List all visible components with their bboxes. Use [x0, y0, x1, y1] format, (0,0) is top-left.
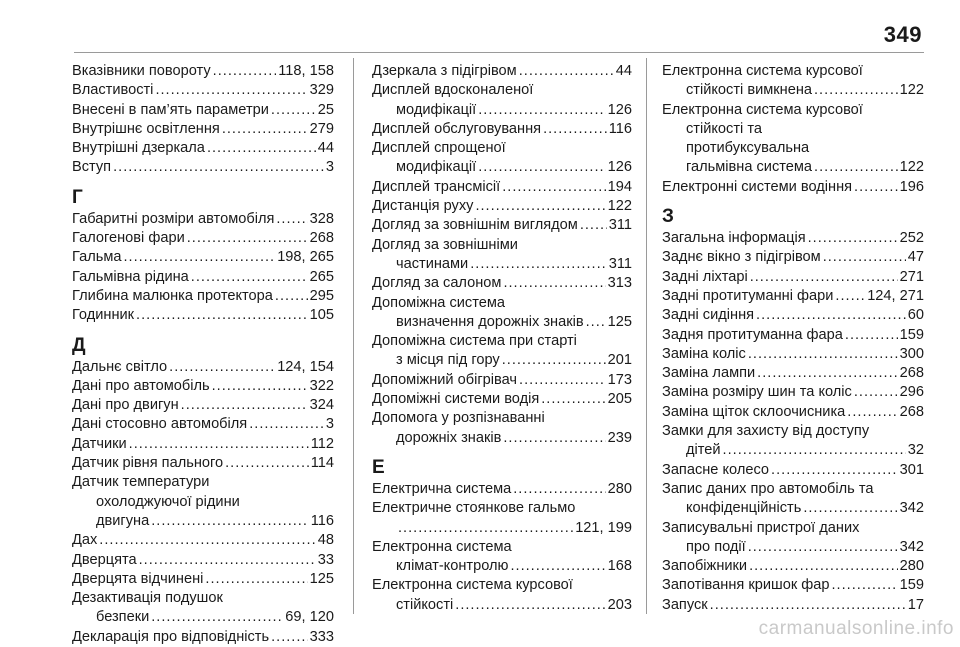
index-entry: Дах ..... 48	[72, 531, 334, 550]
index-entry: Габаритні розміри автомобіля ..... 328	[72, 210, 334, 229]
index-entry: Властивості ..... 329	[72, 81, 334, 100]
index-entry-line: Допоміжна система при старті	[372, 333, 577, 350]
index-entry: Вказівники повороту ..... 118, 158	[72, 62, 334, 81]
index-entry-line: протибуксувальна	[686, 140, 810, 157]
index-entry: Гальма ..... 198, 265	[72, 248, 334, 267]
index-column-1	[72, 62, 334, 647]
index-entry-line: охолоджуючої рідини	[96, 493, 240, 510]
index-entry: Дзеркала з підігрівом ..... 44	[372, 62, 632, 81]
index-entry: Заміна розміру шин та коліс ..... 296	[662, 383, 924, 402]
index-entry: Дверцята ..... 33	[72, 551, 334, 570]
index-entry: Догляд за зовнішнім виглядом ..... 311	[372, 216, 632, 235]
index-entry: про події ..... 342	[662, 538, 924, 557]
index-entry: конфіденційність ..... 342	[662, 499, 924, 518]
index-entry: Галогенові фари ..... 268	[72, 229, 334, 248]
index-entry: Допоміжний обігрівач ..... 173	[372, 371, 632, 390]
index-entry: Догляд за салоном ..... 313	[372, 274, 632, 293]
index-entry: Дисплей обслуговування ..... 116	[372, 120, 632, 139]
index-entry-line: Електронна система курсової	[662, 63, 863, 79]
index-entry: двигуна ..... 116	[72, 512, 334, 531]
index-entry: Дистанція руху ..... 122	[372, 197, 632, 216]
index-entry: Електронні системи водіння ..... 196	[662, 178, 924, 197]
index-entry: Запобіжники ..... 280	[662, 557, 924, 576]
watermark: carmanualsonline.info	[758, 618, 954, 639]
section-letter: З	[662, 206, 674, 228]
index-entry: Заміна лампи ..... 268	[662, 364, 924, 383]
section-letter: Д	[72, 334, 86, 356]
index-entry-line: Електронна система курсової	[372, 577, 573, 594]
index-entry: Запуск ..... 17	[662, 596, 924, 615]
index-entry: Гальмівна рідина ..... 265	[72, 268, 334, 287]
index-entry: ..... 121, 199	[372, 519, 632, 538]
index-entry: Заміна коліс ..... 300	[662, 345, 924, 364]
index-entry: Запотівання кришок фар ..... 159	[662, 576, 924, 595]
index-entry-line: Догляд за зовнішніми	[372, 236, 518, 253]
index-entry: модифікації ..... 126	[372, 101, 632, 120]
index-entry-line: стійкості та	[686, 120, 762, 137]
index-entry: визначення дорожніх знаків ..... 125	[372, 313, 632, 332]
section-letter: Г	[72, 186, 83, 208]
index-entry: Заміна щіток склоочисника ..... 268	[662, 403, 924, 422]
index-entry-line: Датчик температури	[72, 474, 210, 491]
index-entry: Загальна інформація ..... 252	[662, 229, 924, 248]
top-rule	[74, 52, 924, 53]
index-entry: Декларація про відповідність ..... 333	[72, 628, 334, 647]
index-entry-line: Дисплей спрощеної	[372, 140, 506, 157]
index-entry: стійкості ..... 203	[372, 596, 632, 615]
index-entry: дорожніх знаків ..... 239	[372, 429, 632, 448]
index-entry: Внутрішнє освітлення ..... 279	[72, 120, 334, 139]
index-entry: Заднє вікно з підігрівом ..... 47	[662, 248, 924, 267]
index-entry: Датчик рівня пального ..... 114	[72, 454, 334, 473]
index-entry-line: Допоміжна система	[372, 294, 505, 311]
index-column-3	[662, 62, 924, 615]
index-entry: Допоміжні системи водія ..... 205	[372, 390, 632, 409]
index-column-2	[372, 62, 632, 615]
column-divider	[646, 58, 647, 614]
index-entry-line: Дезактивація подушок	[72, 590, 223, 607]
index-entry-line: Допомога у розпізнаванні	[372, 410, 545, 427]
index-entry: Дані про автомобіль ..... 322	[72, 377, 334, 396]
index-entry-line: Електронна система	[372, 538, 512, 555]
index-entry: Задні протитуманні фари ..... 124, 271	[662, 287, 924, 306]
index-entry: з місця під гору ..... 201	[372, 351, 632, 370]
index-entry: Електрична система ..... 280	[372, 480, 632, 499]
index-entry: частинами ..... 311	[372, 255, 632, 274]
index-entry: Запасне колесо ..... 301	[662, 461, 924, 480]
index-entry: Датчики ..... 112	[72, 435, 334, 454]
index-entry-line: Записувальні пристрої даних	[662, 519, 860, 536]
index-entry: дітей ..... 32	[662, 441, 924, 460]
page-number: 349	[883, 22, 922, 47]
index-entry: Внесені в пам’ять параметри ..... 25	[72, 101, 334, 120]
index-entry: модифікації ..... 126	[372, 158, 632, 177]
index-entry-line: Електричне стоянкове гальмо	[372, 500, 576, 517]
index-entry: Внутрішні дзеркала ..... 44	[72, 139, 334, 158]
index-entry: клімат-контролю ..... 168	[372, 557, 632, 576]
index-entry-line: Запис даних про автомобіль та	[662, 480, 874, 497]
index-entry: гальмівна система ..... 122	[662, 158, 924, 177]
index-entry-line: Електронна система курсової	[662, 101, 863, 118]
index-entry: Дверцята відчинені ..... 125	[72, 570, 334, 589]
index-entry-line: Замки для захисту від доступу	[662, 423, 870, 440]
index-entry: Задні ліхтарі ..... 271	[662, 268, 924, 287]
index-entry: Задня протитуманна фара ..... 159	[662, 326, 924, 345]
index-entry: Дані про двигун ..... 324	[72, 396, 334, 415]
index-entry: безпеки ..... 69, 120	[72, 608, 334, 627]
index-entry: стійкості вимкнена ..... 122	[662, 81, 924, 100]
section-letter: Е	[372, 456, 385, 478]
index-entry: Дальнє світло ..... 124, 154	[72, 358, 334, 377]
index-entry: Вступ ..... 3	[72, 158, 334, 177]
index-entry: Глибина малюнка протектора ..... 295	[72, 287, 334, 306]
index-entry-line: Дисплей вдосконаленої	[372, 82, 534, 99]
index-entry: Годинник ..... 105	[72, 306, 334, 325]
index-entry: Дані стосовно автомобіля ..... 3	[72, 415, 334, 434]
column-divider	[353, 58, 354, 614]
index-entry: Задні сидіння ..... 60	[662, 306, 924, 325]
index-entry: Дисплей трансмісії ..... 194	[372, 178, 632, 197]
